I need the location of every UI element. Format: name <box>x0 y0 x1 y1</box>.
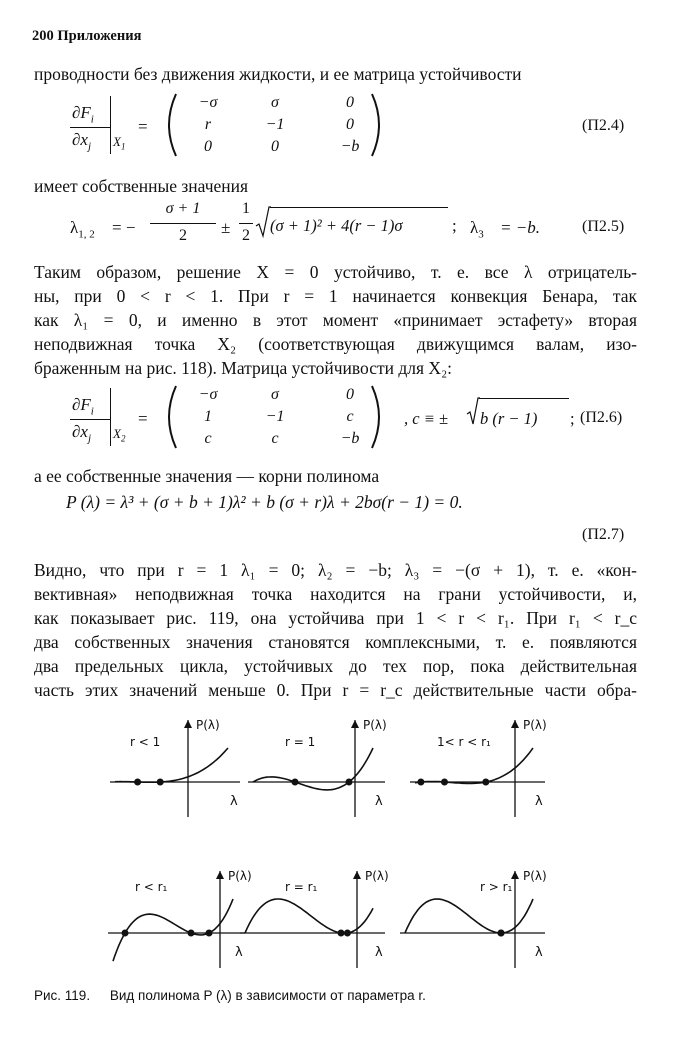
matrix-cell: 1 <box>204 408 212 425</box>
matrix-cell: 0 <box>346 386 354 403</box>
y-axis-arrow <box>353 871 361 879</box>
paragraph-line: браженным на рис. 118). Матрица устойчивости для X₂: <box>34 358 453 378</box>
matrix-cell: −b <box>340 138 360 155</box>
panel-label: r = 1 <box>285 735 316 749</box>
x-axis-label: λ <box>230 794 238 809</box>
matrix-cell: −1 <box>265 408 285 425</box>
sqrt-expression: b (r − 1) <box>480 409 538 428</box>
plus-minus: ± <box>221 218 231 237</box>
paragraph-line: часть этих значений меньше 0. При r = r_c действительные части обра- <box>34 680 637 700</box>
y-axis-arrow <box>511 720 519 728</box>
y-axis-label: P(λ) <box>365 869 389 883</box>
root-point <box>498 930 505 937</box>
equation-tag: (П2.7) <box>582 526 625 543</box>
paragraph-line: два предельных цикла, устойчивых до тех пор, пока действительная <box>34 656 637 676</box>
figure-caption <box>34 988 426 1003</box>
y-axis-arrow <box>511 871 519 879</box>
paragraph-line: вективная» неподвижная точка находится на грани устойчивости, и, <box>34 584 637 604</box>
c-definition: , c ≡ ± <box>404 409 449 428</box>
matrix-cell: 0 <box>346 94 354 111</box>
equation-p2-4 <box>0 90 700 170</box>
root-point <box>338 930 345 937</box>
root-point <box>292 779 299 786</box>
paragraph-line: неподвижная точка X₂ (соответствующая движущимся валам, изо- <box>34 334 637 354</box>
root-point <box>344 930 351 937</box>
running-header <box>32 28 141 45</box>
fraction-bar <box>70 127 110 128</box>
x-axis-label: λ <box>375 794 383 809</box>
matrix-cell: c <box>204 430 212 447</box>
equation-tag: (П2.5) <box>582 218 625 235</box>
evaluation-bar <box>110 388 111 446</box>
root-point <box>206 930 213 937</box>
text-line: имеет собственные значения <box>34 176 249 196</box>
sqrt-overline <box>479 398 569 399</box>
matrix-cell: 0 <box>271 138 279 155</box>
y-axis-label: P(λ) <box>228 869 252 883</box>
y-axis-label: P(λ) <box>523 718 547 732</box>
fraction-numerator: 1 <box>242 200 250 217</box>
matrix-cell: σ <box>271 386 279 403</box>
panel-label: r > r₁ <box>480 880 513 894</box>
fraction-bar <box>70 419 110 420</box>
x-axis-label: λ <box>535 945 543 960</box>
equals-minus: = − <box>112 218 136 237</box>
y-axis-label: P(λ) <box>196 718 220 732</box>
page-number: 200 <box>32 28 54 44</box>
fraction-denominator: 2 <box>179 227 187 244</box>
matrix-cell: 0 <box>346 116 354 133</box>
root-point <box>441 779 448 786</box>
root-point <box>188 930 195 937</box>
fraction-bar <box>150 223 216 224</box>
matrix-cell: −b <box>340 430 360 447</box>
fraction-numerator: σ + 1 <box>165 200 201 217</box>
y-axis-arrow <box>351 720 359 728</box>
lambda-three: $\lambda_3$ <box>470 218 484 241</box>
sqrt-overline <box>270 207 448 208</box>
matrix-cell: r <box>204 116 212 133</box>
sqrt-sign <box>466 397 480 427</box>
figure-119 <box>0 700 700 990</box>
caption-label: Рис. 119. <box>34 988 91 1003</box>
polynomial-curve <box>405 899 533 933</box>
paragraph-line: Видно, что при r = 1 λ₁ = 0; λ₂ = −b; λ₃ = −(σ + 1), т. е. «кон- <box>34 560 637 580</box>
matrix-cell: σ <box>271 94 279 111</box>
equation-p2-5 <box>0 198 700 254</box>
polynomial-curve <box>113 899 233 961</box>
partial-denominator: $\partial x_j$ <box>72 422 92 445</box>
equation-tag: (П2.6) <box>580 409 623 426</box>
polynomial-equation: P (λ) = λ³ + (σ + b + 1)λ² + b (σ + r)λ + 2bσ(r − 1) = 0. <box>66 492 463 512</box>
semicolon: ; <box>452 216 457 235</box>
x-axis-label: λ <box>375 945 383 960</box>
root-point <box>122 930 129 937</box>
equation-p2-6 <box>0 384 700 460</box>
text-line: проводности без движения жидкости, и ее матрица устойчивости <box>34 64 522 84</box>
panel-label: r < 1 <box>130 735 161 749</box>
panel-label: r = r₁ <box>285 880 318 894</box>
y-axis-arrow <box>184 720 192 728</box>
paragraph-line: ны, при 0 < r < 1. При r = 1 начинается конвекция Бенара, так <box>34 286 637 306</box>
fraction-bar <box>239 223 253 224</box>
paragraph-line: как показывает рис. 119, она устойчива при 1 < r < r₁. При r₁ < r_c <box>34 608 637 628</box>
panel-label: r < r₁ <box>135 880 168 894</box>
evaluation-subscript: $X_2$ <box>113 426 126 444</box>
polynomial-curve <box>115 748 228 782</box>
polynomial-curve <box>245 899 373 933</box>
equation-tag: (П2.4) <box>582 117 625 134</box>
caption-text: Вид полинома P (λ) в зависимости от параметра r. <box>109 988 426 1003</box>
root-point <box>134 779 141 786</box>
sqrt-sign <box>255 206 271 240</box>
matrix-cell: −σ <box>198 94 218 111</box>
root-point <box>417 779 424 786</box>
root-point <box>482 779 489 786</box>
paragraph-line: два собственных значения становятся комплексными, т. е. появляются <box>34 632 637 652</box>
panel-label: 1< r < r₁ <box>437 735 491 749</box>
matrix-cell: −σ <box>198 386 218 403</box>
root-point <box>346 779 353 786</box>
partial-numerator: $\partial F_i$ <box>72 395 94 418</box>
matrix-cell: c <box>271 430 279 447</box>
paragraph-line: как λ₁ = 0, и именно в этот момент «принимает эстафету» вторая <box>34 310 637 330</box>
lambda-lhs: $\lambda_{1, 2}$ <box>70 218 95 241</box>
section-title: Приложения <box>57 28 142 44</box>
root-point <box>157 779 164 786</box>
y-axis-arrow <box>216 871 224 879</box>
lambda-three-value: = −b. <box>500 218 540 237</box>
matrix-cell: c <box>346 408 354 425</box>
matrix-cell: 0 <box>204 138 212 155</box>
y-axis-label: P(λ) <box>363 718 387 732</box>
partial-numerator: $\partial F_i$ <box>72 103 94 126</box>
evaluation-subscript: $X_1$ <box>113 134 126 152</box>
paragraph-line: Таким образом, решение X = 0 устойчиво, т. е. все λ отрицатель- <box>34 262 637 282</box>
y-axis-label: P(λ) <box>523 869 547 883</box>
evaluation-bar <box>110 96 111 154</box>
text-line: а ее собственные значения — корни полинома <box>34 466 380 486</box>
sqrt-expression: (σ + 1)² + 4(r − 1)σ <box>270 216 403 235</box>
matrix-cell: −1 <box>265 116 285 133</box>
equals-sign: = <box>138 117 148 136</box>
partial-denominator: $\partial x_j$ <box>72 130 92 153</box>
x-axis-label: λ <box>235 945 243 960</box>
equals-sign: = <box>138 409 148 428</box>
x-axis-label: λ <box>535 794 543 809</box>
semicolon: ; <box>570 409 575 428</box>
fraction-denominator: 2 <box>242 227 250 244</box>
